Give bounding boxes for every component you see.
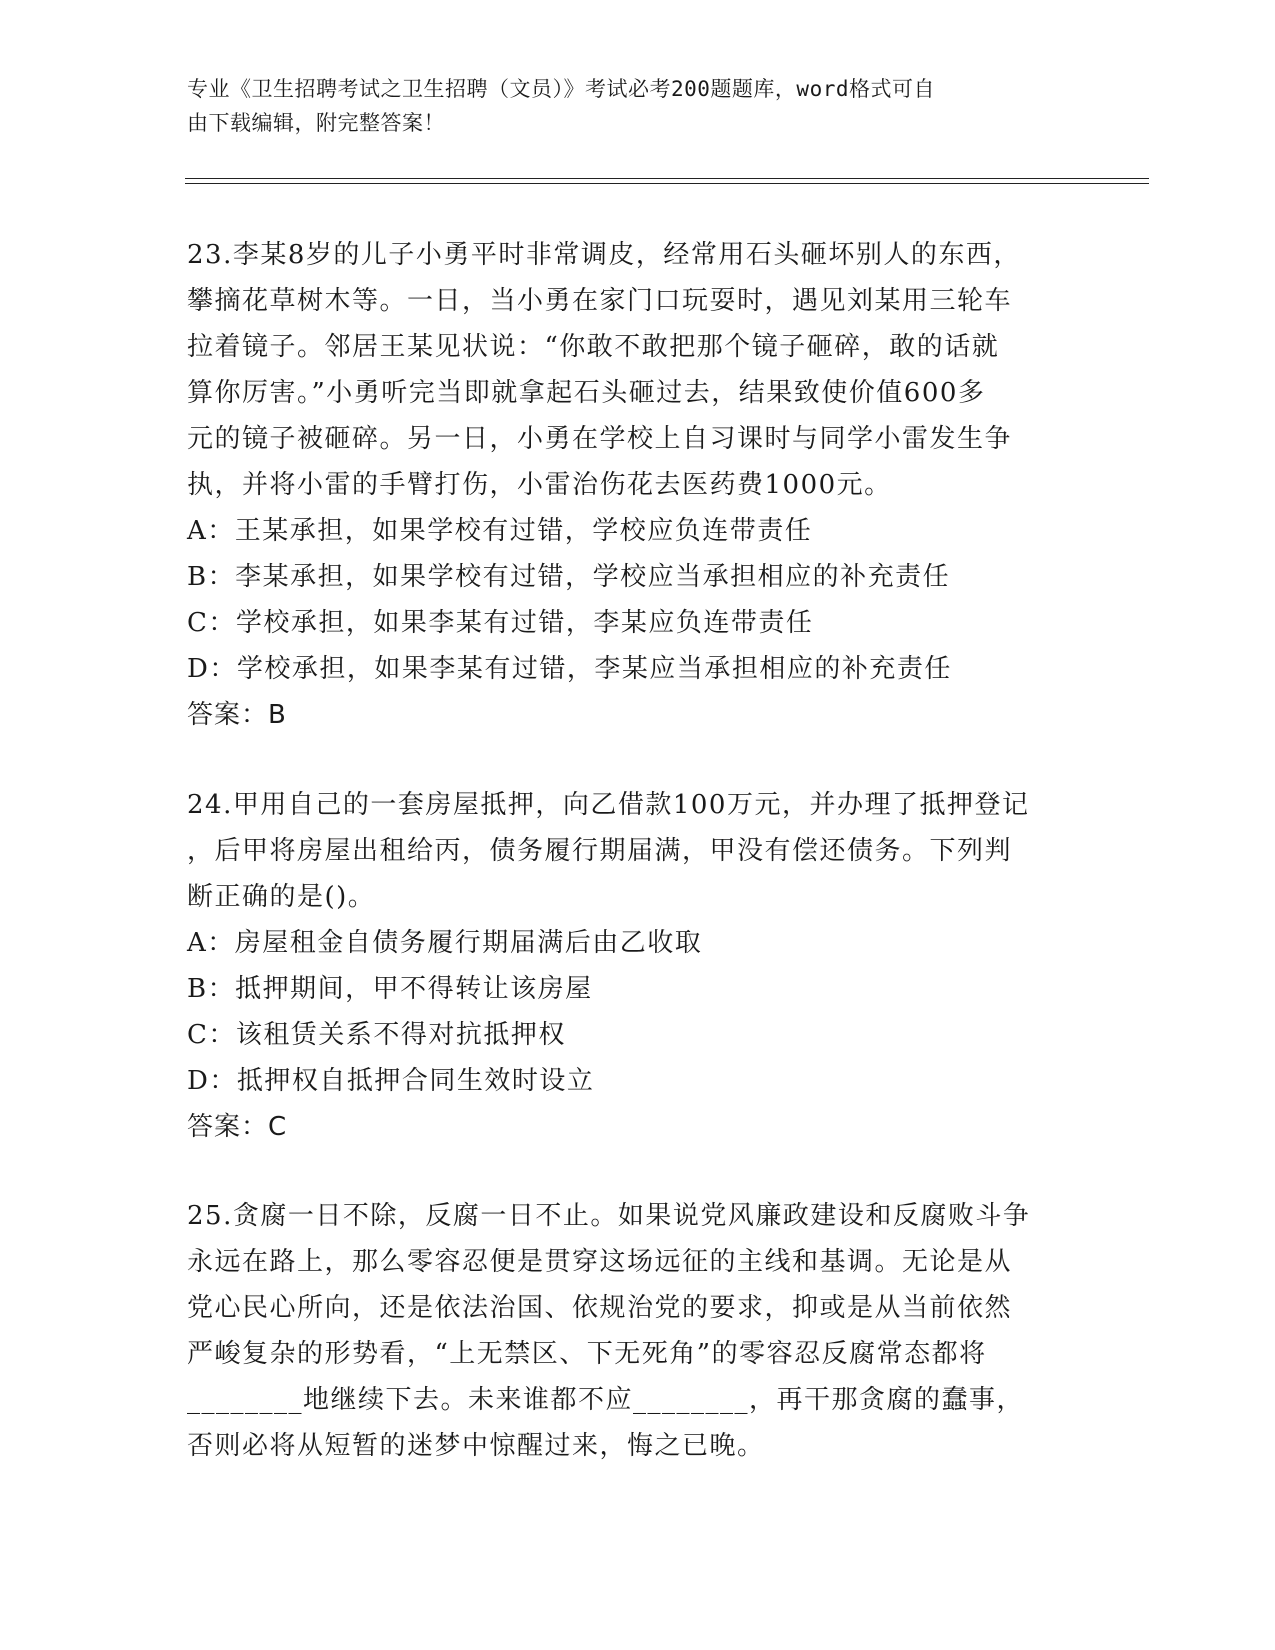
document-header [187, 72, 1067, 140]
stem-line: 否则必将从短暂的迷梦中惊醒过来，悔之已晚。 [187, 1431, 765, 1461]
option-c: C：该租赁关系不得对抗抵押权 [187, 1020, 566, 1050]
stem-line: 党心民心所向，还是依法治国、依规治党的要求，抑或是从当前依然 [187, 1293, 1013, 1323]
stem-line: ________地继续下去。未来谁都不应________，再干那贪腐的蠢事， [187, 1385, 1025, 1415]
question-stem [187, 1193, 1092, 1469]
header-rule-bottom [185, 183, 1149, 184]
header-line-1: 专业《卫生招聘考试之卫生招聘（文员）》考试必考200题题库，word格式可自 [187, 77, 935, 101]
question-stem [187, 782, 1092, 920]
stem-line: 永远在路上，那么零容忍便是贯穿这场远征的主线和基调。无论是从 [187, 1247, 1013, 1277]
option-d: D：抵押权自抵押合同生效时设立 [187, 1066, 595, 1096]
option-a: A：王某承担，如果学校有过错，学校应负连带责任 [187, 516, 813, 546]
stem-line: 严峻复杂的形势看，“上无禁区、下无死角”的零容忍反腐常态都将 [187, 1339, 987, 1369]
stem-line: ，后甲将房屋出租给丙，债务履行期届满，甲没有偿还债务。下列判 [187, 836, 1013, 866]
stem-line: 算你厉害。”小勇听完当即就拿起石头砸过去，结果致使价值600多 [187, 378, 986, 408]
question-23 [187, 232, 1092, 738]
stem-line: 拉着镜子。邻居王某见状说：“你敢不敢把那个镜子砸碎，敢的话就 [187, 332, 1000, 362]
answer: 答案：C [187, 1112, 288, 1142]
stem-line: 执，并将小雷的手臂打伤，小雷治伤花去医药费1000元。 [187, 470, 892, 500]
stem-line: 23.李某8岁的儿子小勇平时非常调皮，经常用石头砸坏别人的东西， [187, 240, 1021, 270]
question-24 [187, 782, 1092, 1150]
option-a: A：房屋租金自债务履行期届满后由乙收取 [187, 928, 703, 958]
question-stem [187, 232, 1092, 508]
option-b: B：李某承担，如果学校有过错，学校应当承担相应的补充责任 [187, 562, 951, 592]
option-c: C：学校承担，如果李某有过错，李某应负连带责任 [187, 608, 814, 638]
stem-line: 断正确的是()。 [187, 882, 376, 912]
option-d: D：学校承担，如果李某有过错，李某应当承担相应的补充责任 [187, 654, 952, 684]
question-25 [187, 1193, 1092, 1469]
answer: 答案：B [187, 700, 287, 730]
stem-line: 元的镜子被砸碎。另一日，小勇在学校上自习课时与同学小雷发生争 [187, 424, 1013, 454]
stem-line: 25.贪腐一日不除，反腐一日不止。如果说党风廉政建设和反腐败斗争 [187, 1201, 1031, 1231]
header-line-2: 由下载编辑，附完整答案！ [187, 111, 445, 135]
option-b: B：抵押期间，甲不得转让该房屋 [187, 974, 593, 1004]
stem-line: 24.甲用自己的一套房屋抵押，向乙借款100万元，并办理了抵押登记 [187, 790, 1030, 820]
header-rule-top [185, 178, 1149, 179]
stem-line: 攀摘花草树木等。一日，当小勇在家门口玩耍时，遇见刘某用三轮车 [187, 286, 1013, 316]
